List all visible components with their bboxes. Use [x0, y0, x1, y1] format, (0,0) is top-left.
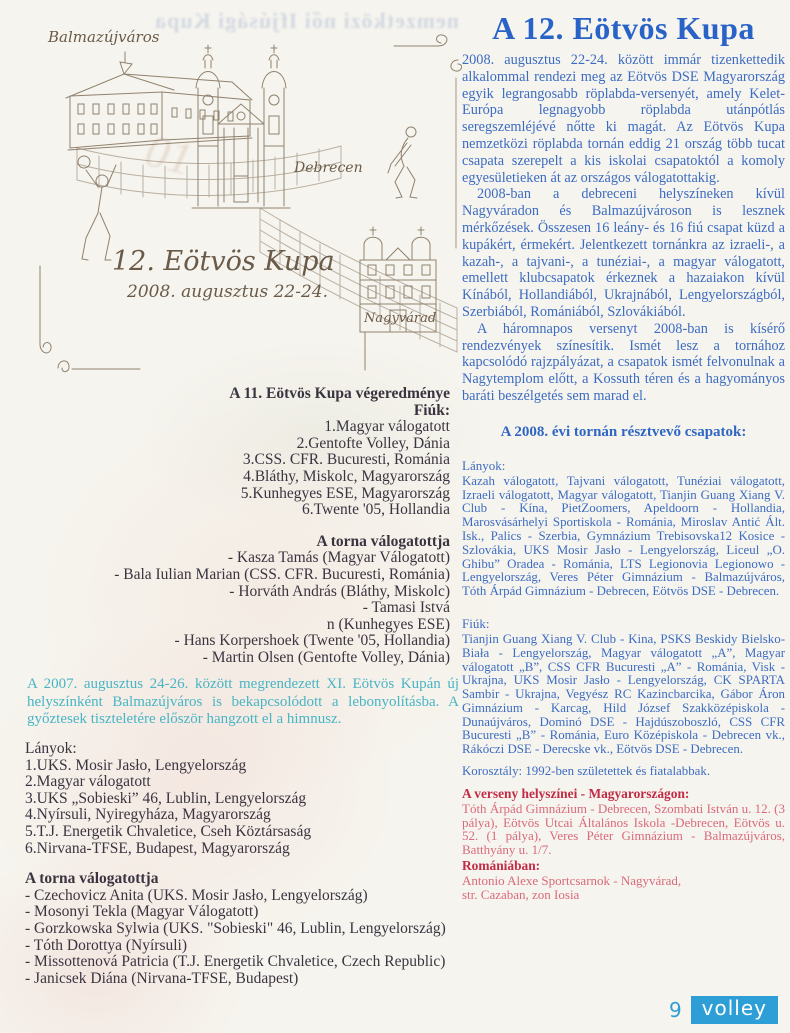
page-footer	[669, 996, 778, 1024]
nagyvarad-church-sketch	[360, 227, 436, 370]
allstar-line: - Martin Olsen (Gentofte Volley, Dánia)	[202, 648, 450, 666]
note-2007: A 2007. augusztus 24-26. között megrendezett XI. Eötvös Kupán új helyszínként Balmazújváros is bekapcsolódott a lebonyolításba. A győztesek tiszteletére először hangzott el a himnusz.	[27, 676, 459, 728]
result-line: 1.UKS. Mosir Jasło, Lengyelország	[25, 756, 247, 774]
corner-ornament-top-right	[394, 35, 462, 248]
venues-romania-line1: Antonio Alexe Sportcsarnok - Nagyvárad,	[462, 872, 682, 888]
venues-hungary-text: Tóth Árpád Gimnázium - Debrecen, Szombati István u. 12. (3 pálya), Eötvös Utcai Általános Iskola -Debrecen, Eötvös u. 52. (1 pálya), Veres Péter Gimnázium - Balmazújváros, Batthyány u. 1/7.	[462, 801, 785, 858]
age-group-line: Korosztály: 1992-ben születettek és fiatalabbak.	[462, 764, 711, 779]
allstar-line: - Mosonyi Tekla (Magyar Válogatott)	[25, 903, 259, 921]
allstar-line: n (Kunhegyes ESE)	[326, 615, 450, 633]
allstar-line: - Tamasi Istvá	[362, 599, 450, 617]
results-heading: A 11. Eötvös Kupa végeredménye	[229, 385, 450, 402]
allstar-line: - Gorzkowska Sylwia (UKS. "Sobieski" 46, Lublin, Lengyelország)	[25, 919, 446, 937]
result-line: 4.Bláthy, Miskolc, Magyarország	[243, 467, 450, 485]
allstar-team-heading: A torna válogatottja	[316, 532, 450, 550]
article-column	[462, 0, 785, 901]
volley-logo: volley	[691, 996, 778, 1024]
girls-allstar-heading: A torna válogatottja	[25, 870, 159, 888]
article-paragraph-1: 2008. augusztus 22-24. között immár tizenkettedik alkalommal rendezi meg az Eötvös DSE Magyarország egyik legrangosabb röplabda-versenyét, amely Kelet-Európa legnagyobb röplabda utánpótlás seregszemléjévé nőtte ki magát. Az Eötvös Kupa nemzetközi röplabda tornán eddig 21 ország több tucat csapata szerepelt a kis iskolai csapatoktól a komoly egyesületieken át az országos válogatottakig.	[462, 52, 785, 186]
result-line: 5.T.J. Energetik Chvaletice, Cseh Köztársaság	[25, 822, 312, 840]
results-boys-label: Fiúk:	[413, 401, 450, 419]
teams-2008-heading: A 2008. évi tornán résztvevő csapatok:	[500, 423, 747, 440]
player-digging-sketch	[388, 127, 417, 198]
allstar-line: - Horváth András (Bláthy, Miskolc)	[229, 582, 450, 600]
allstar-line: - Hans Korpershoek (Twente '05, Hollandia)	[174, 632, 450, 650]
illustration-label-balmazujvaros: Balmazújváros	[48, 28, 160, 46]
result-line: 2.Gentofte Volley, Dánia	[296, 434, 450, 452]
venues-romania-line2: str. Cazaban, zon Iosia	[462, 886, 580, 902]
allstar-line: - Bala Iulian Marian (CSS. CFR. Bucuresti, Románia)	[114, 565, 450, 583]
boys-teams-text: Tianjin Guang Xiang V. Club - Kina, PSKS Beskidy Bielsko-Biała - Lengyelország, Magyar válogatott „A”, Magyar válogatott „B”, CSS CFR Bucuresti „A” - Románia, Visk - Ukrajna, UKS Mosir Jasło - Lengyelország, CK SPARTA Sambir - Ukrajna, Vegyész RC Kazincbarcika, Gábor Áron Gimnázium - Karcag, Hild József Szakközépiskola - Dunaújváros, Dominó DSE - Hajdúszoboszló, CSS CFR Bucuresti „B” - Románia, Euro Középiskola - Debrecen vk., Rákóczi DSE - Derecske vk., Eötvös DSE - Debrecen.	[462, 631, 785, 757]
page-number: 9	[668, 998, 682, 1022]
result-line: 5.Kunhegyes ESE, Magyarország	[240, 484, 450, 502]
illustration-date: 2008. augusztus 22-24.	[127, 282, 328, 302]
result-line: 4.Nyírsuli, Nyiregyháza, Magyarország	[25, 806, 271, 824]
results-11th-cup	[30, 386, 450, 667]
page-title: A 12. Eötvös Kupa	[492, 10, 755, 46]
results-girls	[25, 741, 461, 987]
result-line: 6.Nirvana-TFSE, Budapest, Magyarország	[25, 839, 290, 857]
illustration-label-nagyvarad: Nagyvárad	[364, 311, 437, 326]
result-line: 1.Magyar válogatott	[324, 418, 450, 436]
boys-label: Fiúk:	[462, 615, 490, 631]
bleedthrough-watermark: 01	[140, 124, 198, 185]
tournament-illustration	[12, 16, 462, 386]
allstar-line: - Kasza Tamás (Magyar Válogatott)	[227, 549, 450, 567]
article-paragraph-2: 2008-ban a debreceni helyszíneken kívül Nagyváradon és Balmazújvároson is lesznek mérkőzések. Összesen 16 leány- és 16 fiú csapat küzd a kupákért, érmekért. Jelentkezett tornánkra az izraeli-, a kazah-, a tajvani-, a tunéziai-, a magyar válogatott, emellett klubcsapatok érkeznek a hazaiakon kívül Kínából, Hollandiából, Ukrajnából, Lengyelországból, Szerbiából, Romániából, Szlovákiából.	[462, 186, 785, 320]
illustration-label-debrecen: Debrecen	[294, 160, 363, 176]
result-line: 6.Twente '05, Hollandia	[301, 501, 450, 519]
girls-results-label: Lányok:	[25, 740, 77, 757]
allstar-line: - Czechovicz Anita (UKS. Mosir Jasło, Lengyelország)	[25, 886, 368, 904]
bleedthrough-text: nemzetközi női Ifjúsági Kupa	[154, 8, 459, 33]
article-paragraph-3: A háromnapos versenyt 2008-ban is kísérő rendezvények színesítik. Ismét lesz a tornához kapcsolódó rajzpályázat, a csapatok ismét felvonulnak a Nagytemplom előtt, a Kossuth téren és a hagyományos baráti beszélgetés sem marad el.	[462, 320, 785, 404]
allstar-line: - Tóth Dorottya (Nyírsuli)	[25, 936, 188, 954]
girls-teams-text: Kazah válogatott, Tajvani válogatott, Tunéziai válogatott, Izraeli válogatott, Magyar válogatott, Tianjin Guang Xiang V. Club - Kína, PietZoomers, Apeldoorn - Hollandia, Marosvásárhelyi Sportiskola - Románia, Miroslav Antić Ált. Isk., Palics - Szerbia, Gymnázium Trebisovska12 Kosice - Szlovákia, UKS Mosir Jasło - Lengyelország, Liceul „O. Ghibu” Oradea - Románia, LTS Legionovia Legionowo - Lengyelország, Veres Péter Gimnázium - Balmazújváros, Tóth Árpád Gimnázium - Debrecen, Eötvös DSE - Debrecen.	[462, 473, 785, 599]
girls-label: Lányok:	[462, 457, 506, 473]
allstar-line: - Missottenová Patricia (T.J. Energetik Chvaletice, Czech Republic)	[25, 953, 446, 971]
corner-ornament-bottom-left	[40, 266, 140, 372]
result-line: 3.CSS. CFR. Bucuresti, Románia	[242, 451, 450, 469]
result-line: 2.Magyar válogatott	[25, 773, 151, 791]
venues-romania-heading: Romániában:	[462, 857, 541, 873]
illustration-title: 12. Eötvös Kupa	[112, 246, 335, 277]
result-line: 3.UKS „Sobieski” 46, Lublin, Lengyelország	[25, 789, 307, 807]
venues-hungary-heading: A verseny helyszínei - Magyarországon:	[462, 786, 690, 802]
allstar-line: - Janicsek Diána (Nirvana-TFSE, Budapest)	[25, 969, 299, 987]
